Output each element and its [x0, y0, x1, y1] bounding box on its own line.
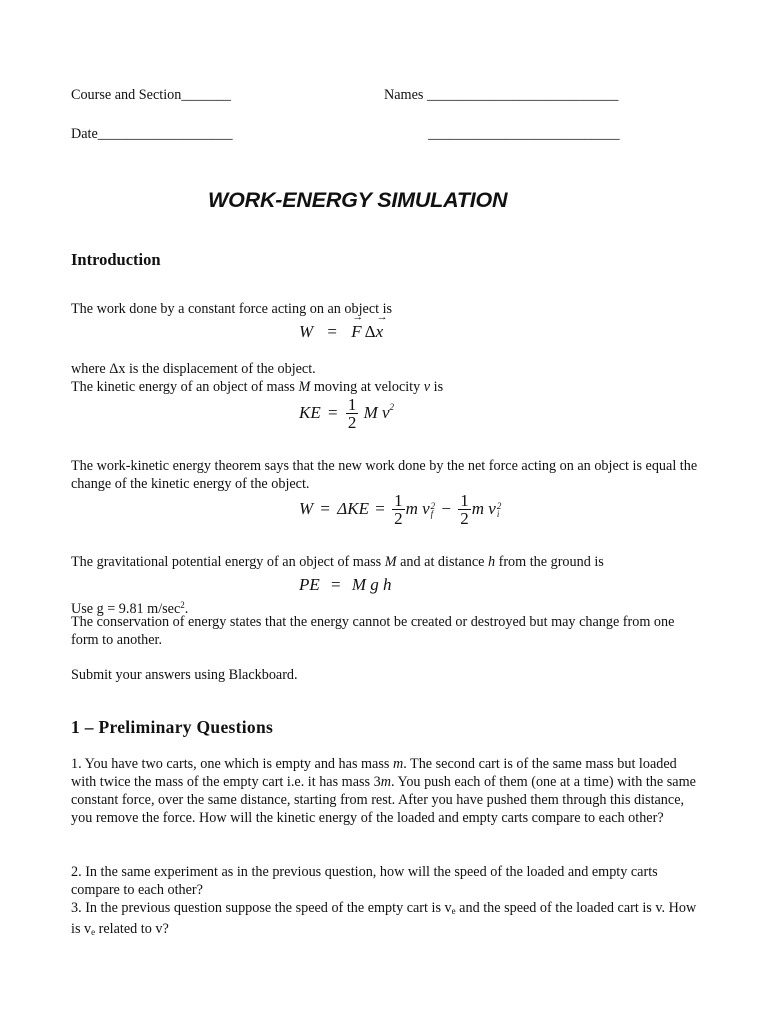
- preliminary-questions-heading: 1 – Preliminary Questions: [71, 717, 274, 737]
- eq1-equals: =: [327, 322, 338, 341]
- eq2-equals: =: [327, 402, 338, 422]
- q1-mass-symbol-2: m: [380, 774, 391, 790]
- eq1-force-vector: → F: [351, 322, 361, 342]
- eq3-sub-f: f: [430, 509, 434, 519]
- eq3-fraction-1: [392, 492, 405, 528]
- p2-text-pre: The kinetic energy of an object of mass: [71, 379, 299, 395]
- eq3-equals-1: =: [320, 498, 331, 518]
- eq2-mass: M: [363, 402, 378, 422]
- q3-subscript-e-2: e: [91, 927, 96, 937]
- g-period: .: [184, 601, 189, 617]
- eq3-minus: −: [441, 498, 451, 518]
- p2-text-end: is: [430, 379, 444, 395]
- eq3-initial-scripts: [497, 502, 502, 518]
- eq4-equals: =: [331, 575, 341, 594]
- kinetic-energy-equation: [299, 396, 394, 432]
- intro-paragraph-2a: where Δx is the displacement of the object.: [71, 361, 316, 377]
- work-equation: [299, 322, 383, 342]
- course-section-field: Course and Section_______: [71, 87, 231, 103]
- eq3-sub-i: i: [496, 509, 500, 519]
- eq3-fraction-2: [458, 492, 471, 528]
- q1-text-c: . You push each of them (one at a time) with the same constant force, over the same distance, starting from rest. After you have pushed them through this distance, you remove the force. How will the kinetic energy of the loaded and empty carts compare to each other?: [71, 774, 696, 826]
- eq3-exponent-2: 2: [496, 501, 502, 511]
- eq2-velocity: v: [382, 402, 390, 422]
- eq3-delta-ke: ΔKE: [337, 498, 369, 518]
- q3-text-a: 3. In the previous question suppose the speed of the empty cart is v: [71, 900, 452, 916]
- g-text: Use g = 9.81 m/sec: [71, 601, 181, 617]
- eq1-displacement-vector: → x: [376, 322, 384, 342]
- eq4-lhs: PE: [299, 575, 320, 594]
- eq2-numerator: 1: [347, 395, 357, 414]
- q3-subscript-e: e: [451, 906, 456, 916]
- q3-text-c: related to v?: [95, 921, 169, 937]
- p4-text-mid: and at distance: [396, 554, 488, 570]
- intro-paragraph-1: The work done by a constant force acting on an object is: [71, 301, 393, 317]
- intro-paragraph-2b: [71, 378, 443, 396]
- eq3-exponent-1: 2: [430, 501, 436, 511]
- intro-paragraph-3: The work-kinetic energy theorem says that the new work done by the net force acting on an object is equal the change of the kinetic energy of the object.: [71, 458, 698, 492]
- eq3-velocity-final: v: [422, 498, 430, 518]
- eq2-lhs: KE: [299, 402, 321, 422]
- potential-energy-equation: [299, 575, 392, 595]
- q1-text-a: 1. You have two carts, one which is empty and has mass: [71, 756, 393, 772]
- eq3-mass-2: m: [471, 498, 485, 518]
- eq3-denominator-1: 2: [394, 509, 403, 528]
- eq3-equals-2: =: [375, 498, 385, 518]
- eq3-lhs: W: [299, 498, 314, 518]
- eq3-velocity-initial: v: [488, 498, 496, 518]
- question-1: [71, 755, 701, 827]
- eq3-numerator-1: 1: [394, 491, 403, 510]
- names-field: Names ___________________________: [384, 87, 619, 103]
- eq2-fraction: [346, 396, 359, 432]
- p4-mass-symbol: M: [384, 554, 397, 570]
- p2-velocity-symbol: v: [423, 379, 431, 395]
- work-kinetic-energy-equation: [299, 492, 501, 528]
- page-title: WORK-ENERGY SIMULATION: [208, 188, 508, 212]
- eq1-lhs: W: [299, 322, 314, 341]
- intro-paragraph-5: The conservation of energy states that the energy cannot be created or destroyed but may change from one form to another.: [71, 614, 675, 648]
- submit-instruction: Submit your answers using Blackboard.: [71, 667, 298, 683]
- date-field: Date___________________: [71, 126, 233, 142]
- introduction-heading: Introduction: [71, 250, 161, 269]
- q3-text-b: and the speed of the loaded cart is v. How is v: [71, 900, 697, 937]
- eq2-denominator: 2: [347, 413, 357, 432]
- intro-paragraph-4: [71, 553, 604, 571]
- q1-text-b: . The second cart is of the same mass but loaded with twice the mass of the empty cart i.e. it has mass 3: [71, 756, 677, 790]
- eq3-final-scripts: [431, 502, 436, 518]
- p2-text-mid: moving at velocity: [310, 379, 424, 395]
- names-field-line2: ___________________________: [428, 126, 620, 142]
- question-3: [71, 899, 701, 941]
- g-exponent: 2: [180, 600, 185, 610]
- p4-height-symbol: h: [487, 554, 496, 570]
- eq3-numerator-2: 1: [460, 491, 469, 510]
- eq4-rhs: M g h: [351, 575, 392, 594]
- eq3-mass-1: m: [405, 498, 418, 518]
- eq3-denominator-2: 2: [460, 509, 469, 528]
- eq1-delta: Δ: [364, 322, 376, 341]
- question-2: 2. In the same experiment as in the previous question, how will the speed of the loaded and empty carts compare to each other?: [71, 864, 658, 898]
- eq2-exponent: 2: [389, 401, 395, 412]
- q1-mass-symbol-1: m: [392, 756, 404, 772]
- p4-text-end: from the ground is: [495, 554, 604, 570]
- p2-mass-symbol: M: [298, 379, 311, 395]
- p4-text-pre: The gravitational potential energy of an object of mass: [71, 554, 385, 570]
